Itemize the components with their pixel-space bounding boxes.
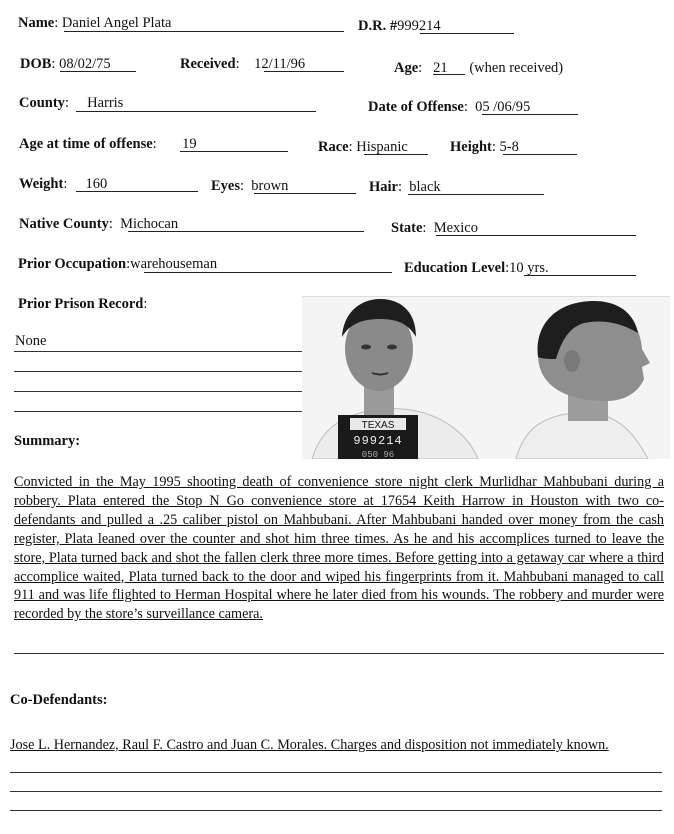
- race-value: Hispanic: [356, 139, 408, 155]
- native-county-label: Native County: [19, 216, 109, 232]
- prison-line-3: [14, 391, 302, 392]
- age-note: (when received): [469, 60, 564, 76]
- dob-value: 08/02/75: [59, 56, 111, 72]
- county-underline: [76, 111, 316, 112]
- weight-underline: [76, 191, 198, 192]
- prison-record-heading: Prior Prison Record:: [18, 296, 148, 312]
- education-underline: [524, 275, 636, 276]
- dr-label: D.R. #: [358, 18, 398, 34]
- education-value: 10 yrs.: [509, 260, 549, 276]
- age-offense-field: Age at time of offense: 19: [19, 136, 197, 152]
- placard-state: TEXAS: [361, 420, 395, 431]
- placard-number: 999214: [353, 434, 403, 448]
- height-field: Height: 5-8: [450, 139, 519, 155]
- state-label: State: [391, 220, 423, 236]
- height-value: 5-8: [499, 139, 519, 155]
- received-value: 12/11/96: [254, 56, 306, 72]
- offense-date-underline: [482, 114, 578, 115]
- dr-value: 999214: [397, 18, 441, 34]
- prison-record-value: None: [15, 333, 47, 349]
- state-underline: [436, 235, 636, 236]
- name-value: Daniel Angel Plata: [61, 15, 172, 31]
- weight-label: Weight: [19, 176, 64, 192]
- occupation-field: Prior Occupation:warehouseman: [18, 256, 218, 272]
- prison-line-2: [14, 371, 302, 372]
- placard-date: 050 96: [361, 450, 395, 459]
- occupation-value: warehouseman: [130, 256, 218, 272]
- name-label: Name: [18, 15, 55, 31]
- received-field: Received: 12/11/96: [180, 56, 306, 72]
- age-field: Age: 21 (when received): [394, 60, 564, 76]
- offense-date-field: Date of Offense: 05 /06/95: [368, 99, 531, 115]
- occupation-underline: [144, 272, 392, 273]
- eyes-field: Eyes: brown: [211, 178, 289, 194]
- occupation-label: Prior Occupation: [18, 256, 127, 272]
- native-county-field: Native County: Michocan: [19, 216, 179, 232]
- county-field: County: Harris: [19, 95, 124, 111]
- weight-field: Weight: 160: [19, 176, 108, 192]
- codefendants-line-2: [10, 791, 662, 792]
- hair-field: Hair: black: [369, 179, 441, 195]
- name-field: Name: Daniel Angel Plata: [18, 15, 172, 31]
- dob-underline: [60, 71, 136, 72]
- codefendants-line-1: [10, 772, 662, 773]
- eyes-value: brown: [251, 178, 289, 194]
- height-label: Height: [450, 139, 492, 155]
- age-offense-underline: [180, 151, 288, 152]
- summary-end-line: [14, 653, 664, 654]
- height-underline: [503, 154, 577, 155]
- name-underline: [64, 31, 344, 32]
- age-underline: [433, 74, 465, 75]
- summary-text: Convicted in the May 1995 shooting death of convenience store night clerk Murlidhar Mahbubani during a robbery. Plata entered the Stop N Go convenience store at 17654 Keith Harrow in Houston with two co-defendants and pulled a .25 caliber pistol on Mahbubani. After Mahbubani handed over money from the cash register, Plata leaned over the counter and shot him three times. As he and his accomplices turned to leave the store, Plata turned back and shot the fallen clerk three more times. Before getting into a getaway car where a third accomplice waited, Plata turned back to the door and wiped his fingerprints from it. Mahbubani managed to call 911 and was life flighted to Herman Hospital where he later died from his wounds. The robbery and murder were recorded by the store’s surveillance camera.: [14, 474, 664, 623]
- dob-label: DOB: [20, 56, 52, 72]
- age-offense-value: 19: [182, 136, 197, 152]
- offense-date-value: 05 /06/95: [475, 99, 531, 115]
- prison-line-1: [14, 351, 302, 352]
- codefendants-line-3: [10, 810, 662, 811]
- hair-label: Hair: [369, 179, 398, 195]
- eyes-label: Eyes: [211, 178, 240, 194]
- hair-underline: [408, 194, 544, 195]
- education-field: Education Level:10 yrs.: [404, 260, 549, 276]
- weight-value: 160: [85, 176, 108, 192]
- codefendants-heading: Co-Defendants:: [10, 692, 108, 708]
- age-value: 21: [433, 60, 448, 76]
- race-field: Race: Hispanic: [318, 139, 408, 155]
- native-county-underline: [128, 231, 364, 232]
- eyes-underline: [254, 193, 356, 194]
- dob-field: DOB: 08/02/75: [20, 56, 111, 72]
- received-label: Received: [180, 56, 236, 72]
- county-value: Harris: [87, 95, 124, 111]
- native-county-value: Michocan: [120, 216, 179, 232]
- hair-value: black: [409, 179, 441, 195]
- education-label: Education Level: [404, 260, 506, 276]
- offense-date-label: Date of Offense: [368, 99, 464, 115]
- state-field: State: Mexico: [391, 220, 478, 236]
- state-value: Mexico: [433, 220, 478, 236]
- county-label: County: [19, 95, 65, 111]
- age-offense-label: Age at time of offense: [19, 136, 153, 152]
- summary-heading: Summary:: [14, 433, 81, 449]
- mugshot-photo: [302, 296, 670, 459]
- race-label: Race: [318, 139, 349, 155]
- prison-record-label: Prior Prison Record: [18, 296, 144, 312]
- mugshot-illustration: [302, 297, 670, 459]
- race-underline: [364, 154, 428, 155]
- codefendants-text: Jose L. Hernandez, Raul F. Castro and Juan C. Morales. Charges and disposition not immediately known.: [10, 737, 609, 753]
- age-label: Age: [394, 60, 419, 76]
- received-underline: [264, 71, 344, 72]
- prison-line-4: [14, 411, 302, 412]
- dr-underline: [420, 33, 514, 34]
